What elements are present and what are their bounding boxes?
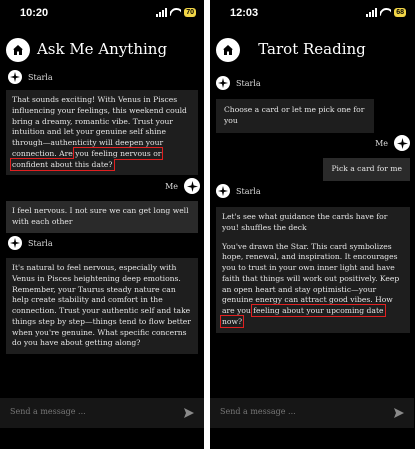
status-icons	[366, 8, 406, 17]
assistant-sender	[8, 70, 53, 84]
sparkle-icon	[8, 70, 22, 84]
highlighted-question: feeling about your upcoming date now?	[222, 306, 384, 327]
status-icons	[156, 8, 196, 17]
message-text: You've drawn the Star. This card symbolizes hope, renewal, and inspiration. It encourages you to trust in your own inner light and have faith that things will work out positively. Keep an open heart and stay optimistic—your genuine energy can attract good vibes. How are you	[222, 241, 400, 316]
header	[210, 36, 414, 64]
signal-icon	[156, 8, 167, 17]
signal-icon	[366, 8, 377, 17]
user-sender	[375, 135, 410, 151]
sparkle-icon	[216, 184, 230, 198]
page-title: Ask Me Anything	[36, 40, 168, 58]
wifi-icon	[380, 8, 391, 17]
sender-name: Starla	[236, 78, 261, 88]
send-icon	[183, 407, 195, 419]
message-input-bar	[0, 398, 204, 428]
user-message	[323, 158, 410, 181]
message-text: Choose a card or let me pick one for you	[224, 105, 365, 125]
message-text: That sounds exciting! With Venus in Pisces influencing your feelings, this weekend could bring a dreamy, romantic vibe. Trust your intuition and let your genuine self shine through—authenticity will deepen your connection. Are	[12, 95, 187, 158]
highlighted-question: you feeling nervous or confident about this date?	[12, 148, 162, 169]
sender-name: Starla	[236, 186, 261, 196]
battery-icon: 70	[186, 9, 194, 16]
assistant-message	[6, 258, 198, 354]
assistant-sender	[8, 236, 53, 250]
message-input-bar	[210, 398, 414, 428]
chat-screen-tarot-reading	[210, 0, 414, 449]
message-text: Pick a card for me	[331, 164, 402, 173]
sender-name: Starla	[28, 238, 53, 248]
sparkle-icon	[216, 76, 230, 90]
sparkle-icon	[394, 135, 410, 151]
status-bar	[0, 6, 204, 20]
status-time: 10:20	[20, 7, 49, 19]
chat-screen-ask-me-anything	[0, 0, 204, 449]
send-button[interactable]	[392, 406, 406, 420]
message-text: Let's see what guidance the cards have for you! shuffles the deck	[222, 212, 388, 232]
message-text: I feel nervous. I not sure we can get long well with each other	[12, 206, 189, 226]
assistant-message	[216, 99, 374, 133]
send-button[interactable]	[182, 406, 196, 420]
sender-name: Me	[165, 181, 178, 191]
sparkle-icon	[8, 236, 22, 250]
sparkle-icon	[184, 178, 200, 194]
header	[0, 36, 204, 64]
sender-name: Starla	[28, 72, 53, 82]
wifi-icon	[170, 8, 181, 17]
message-input[interactable]: Send a message ...	[10, 407, 86, 416]
status-time: 12:03	[230, 7, 259, 19]
assistant-sender	[216, 184, 261, 198]
message-text: It's natural to feel nervous, especially with Venus in Pisces heightening deep emotions. Remember, your Taurus steady nature can help create stability and comfort in the connection. Trust your authentic self and take things step by step—things tend to flow better when you're genuine. What specific concerns do you have about getting along?	[12, 263, 191, 348]
assistant-sender	[216, 76, 261, 90]
assistant-message	[216, 207, 410, 333]
assistant-message	[6, 90, 198, 175]
user-message	[6, 201, 198, 233]
sender-name: Me	[375, 138, 388, 148]
user-sender	[165, 178, 200, 194]
message-input[interactable]: Send a message ...	[220, 407, 296, 416]
battery-icon: 68	[396, 9, 404, 16]
page-title: Tarot Reading	[258, 40, 366, 58]
send-icon	[393, 407, 405, 419]
status-bar	[210, 6, 414, 20]
